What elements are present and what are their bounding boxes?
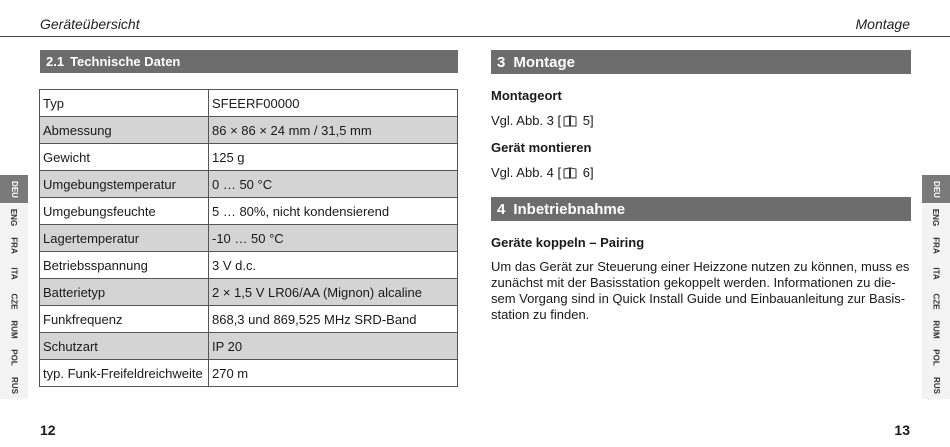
section-bar-montage — [491, 50, 911, 74]
table-row — [40, 306, 458, 333]
language-tab-label: ENG — [9, 208, 19, 226]
reference-page: 6] — [579, 165, 594, 180]
spec-label: Betriebsspannung — [40, 252, 209, 279]
language-tab-pol — [0, 343, 28, 371]
paragraph-line: station zu finden. — [491, 307, 590, 322]
spec-label: Schutzart — [40, 333, 209, 360]
language-tab-deu — [922, 175, 950, 203]
running-head-left: Geräteübersicht — [40, 16, 140, 32]
spec-label: Umgebungstemperatur — [40, 171, 209, 198]
paragraph-line: Um das Gerät zur Steuerung einer Heizzone nutzen zu können, muss es — [491, 259, 910, 274]
spec-label: Typ — [40, 90, 209, 117]
spec-value: SFEERF00000 — [209, 90, 458, 117]
subheading-montageort: Montageort — [491, 88, 562, 103]
table-row — [40, 225, 458, 252]
table-row — [40, 279, 458, 306]
subheading-pairing: Geräte koppeln – Pairing — [491, 235, 645, 250]
language-tabs-left — [0, 175, 28, 399]
spec-value: IP 20 — [209, 333, 458, 360]
table-row — [40, 198, 458, 225]
language-tabs-right — [922, 175, 950, 399]
language-tab-eng — [922, 203, 950, 231]
language-tab-ita — [0, 259, 28, 287]
paragraph-line: sem Vorgang sind in Quick Install Guide und Einbauanleitung zur Basis- — [491, 291, 906, 306]
spec-value: 0 … 50 °C — [209, 171, 458, 198]
language-tab-label: FRA — [9, 236, 19, 254]
language-tab-label: ITA — [9, 266, 19, 280]
language-tab-label: RUS — [931, 376, 941, 394]
language-tab-label: POL — [9, 348, 19, 366]
section-title: Montage — [513, 53, 576, 71]
language-tab-fra — [922, 231, 950, 259]
spec-label: Abmessung — [40, 117, 209, 144]
spec-label: typ. Funk-Freifeldreichweite — [40, 360, 209, 387]
language-tab-label: CZE — [9, 293, 19, 309]
book-icon — [563, 115, 577, 130]
spec-label: Batterietyp — [40, 279, 209, 306]
spec-value: 3 V d.c. — [209, 252, 458, 279]
spec-label: Funkfrequenz — [40, 306, 209, 333]
spec-label: Gewicht — [40, 144, 209, 171]
spec-value: 270 m — [209, 360, 458, 387]
spec-value: 125 g — [209, 144, 458, 171]
spec-label: Lagertemperatur — [40, 225, 209, 252]
language-tab-rus — [0, 371, 28, 399]
spec-value: 5 … 80%, nicht kondensierend — [209, 198, 458, 225]
language-tab-cze — [922, 287, 950, 315]
language-tab-label: RUS — [9, 376, 19, 394]
section-number: 3 — [497, 53, 506, 71]
language-tab-eng — [0, 203, 28, 231]
table-row — [40, 360, 458, 387]
reference-text: Vgl. Abb. 3 [ — [491, 113, 562, 128]
language-tab-pol — [922, 343, 950, 371]
section-number: 2.1 — [46, 54, 65, 69]
running-head-right: Montage — [855, 16, 910, 32]
section-bar-technische-daten — [40, 50, 458, 73]
reference-text: Vgl. Abb. 4 [ — [491, 165, 562, 180]
book-icon — [563, 167, 577, 182]
header-rule — [0, 36, 950, 37]
language-tab-label: FRA — [931, 236, 941, 254]
language-tab-rus — [922, 371, 950, 399]
pairing-paragraph — [491, 259, 911, 323]
subheading-geraet-montieren: Gerät montieren — [491, 140, 592, 155]
reference-page: 5] — [579, 113, 594, 128]
table-row — [40, 333, 458, 360]
spec-value: 2 × 1,5 V LR06/AA (Mignon) alcaline — [209, 279, 458, 306]
language-tab-label: DEU — [9, 180, 19, 198]
reference-geraet-montieren — [491, 165, 594, 182]
section-title: Inbetriebnahme — [513, 200, 626, 218]
section-bar-inbetriebnahme — [491, 197, 911, 221]
reference-montageort — [491, 113, 594, 130]
language-tab-label: RUM — [9, 319, 19, 339]
page-number-left: 12 — [40, 422, 56, 438]
language-tab-cze — [0, 287, 28, 315]
language-tab-deu — [0, 175, 28, 203]
language-tab-rum — [922, 315, 950, 343]
language-tab-rum — [0, 315, 28, 343]
page-number-right: 13 — [894, 422, 910, 438]
language-tab-label: POL — [931, 348, 941, 366]
language-tab-label: ITA — [931, 266, 941, 280]
spec-label: Umgebungsfeuchte — [40, 198, 209, 225]
table-row — [40, 90, 458, 117]
language-tab-ita — [922, 259, 950, 287]
spec-value: 868,3 und 869,525 MHz SRD-Band — [209, 306, 458, 333]
language-tab-fra — [0, 231, 28, 259]
spec-value: -10 … 50 °C — [209, 225, 458, 252]
table-row — [40, 144, 458, 171]
language-tab-label: RUM — [931, 319, 941, 339]
table-row — [40, 252, 458, 279]
table-row — [40, 171, 458, 198]
language-tab-label: DEU — [931, 180, 941, 198]
specs-table — [39, 89, 458, 387]
section-title: Technische Daten — [70, 54, 181, 69]
paragraph-line: zunächst mit der Basisstation gekoppelt werden. Informationen zu die- — [491, 275, 896, 290]
specs-table-body — [40, 90, 458, 387]
language-tab-label: ENG — [931, 208, 941, 226]
language-tab-label: CZE — [931, 293, 941, 309]
table-row — [40, 117, 458, 144]
section-number: 4 — [497, 200, 506, 218]
spec-value: 86 × 86 × 24 mm / 31,5 mm — [209, 117, 458, 144]
